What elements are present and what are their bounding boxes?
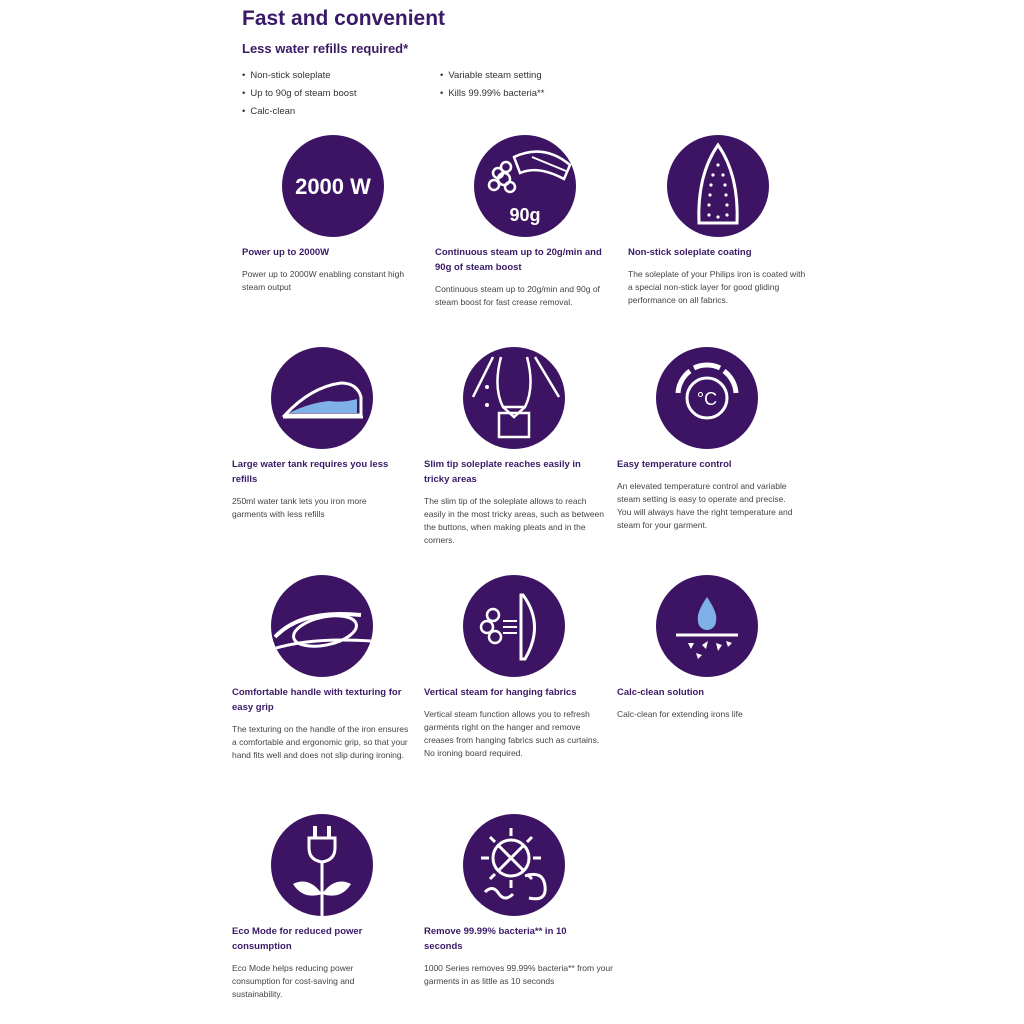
feature-title: Power up to 2000W [242,247,330,258]
handle-grip-icon [271,575,373,677]
feature-title: Easy temperature control [617,459,732,470]
feature-description: The slim tip of the soleplate allows to reach easily in the most tricky areas, such as between the buttons, when making pleats and in the corners. [424,496,604,545]
page-title: Fast and convenient [242,7,446,30]
water-tank-icon [271,347,373,449]
feature-description: The soleplate of your Philips iron is coated with a special non-stick layer for good gliding performance on all fabrics. [628,269,806,305]
bullet-item: • Kills 99.99% bacteria** [440,85,544,103]
icon-text: 2000 W [295,174,371,199]
feature-description: An elevated temperature control and variable steam setting is easy to operate and precise. You will always have the right temperature and steam for your garment. [617,481,793,530]
feature-title: Large water tank requires you less refills [232,459,389,485]
bullet-item: • Non-stick soleplate [242,67,356,85]
2000w-power-icon [282,135,384,237]
eco-plug-icon [271,814,373,916]
feature-description: Calc-clean for extending irons life [617,709,743,719]
bullet-item: • Calc-clean [242,103,356,121]
feature-bullet-list-right [440,67,544,103]
temperature-dial-icon [656,347,758,449]
feature-title: Eco Mode for reduced power consumption [232,926,363,952]
calc-clean-icon [656,575,758,677]
feature-bullet-list-left [242,67,356,121]
feature-title: Comfortable handle with texturing for easy grip [232,687,402,713]
vertical-steam-icon [463,575,565,677]
feature-description: Continuous steam up to 20g/min and 90g of steam boost for fast crease removal. [435,284,600,307]
bacteria-icon [463,814,565,916]
feature-title: Non-stick soleplate coating [628,247,752,258]
icon-text: 90g [509,205,541,225]
page-subtitle: Less water refills required* [242,41,409,56]
feature-description: Vertical steam function allows you to refresh garments right on the hanger and remove creases from hanging fabrics such as curtains. No ironing board required. [424,709,600,758]
bullet-item: • Up to 90g of steam boost [242,85,356,103]
feature-title: Slim tip soleplate reaches easily in tricky areas [424,459,581,485]
feature-description: 1000 Series removes 99.99% bacteria** from your garments in as little as 10 seconds [424,963,613,986]
feature-title: Continuous steam up to 20g/min and 90g of steam boost [435,247,602,273]
feature-description: Power up to 2000W enabling constant high steam output [242,269,405,292]
feature-description: 250ml water tank lets you iron more garments with less refills [232,496,367,519]
icon-text: °C [696,389,718,409]
feature-title: Vertical steam for hanging fabrics [424,687,577,698]
feature-description: The texturing on the handle of the iron ensures a comfortable and ergonomic grip, so that your hand fits well and does not slip during ironing. [232,724,409,760]
slim-tip-icon [463,347,565,449]
steam-boost-icon [474,135,576,237]
bullet-item: • Variable steam setting [440,67,544,85]
feature-description: Eco Mode helps reducing power consumption for cost-saving and sustainability. [232,963,355,999]
feature-title: Calc-clean solution [617,687,705,698]
soleplate-icon [667,135,769,237]
feature-title: Remove 99.99% bacteria** in 10 seconds [424,926,567,952]
